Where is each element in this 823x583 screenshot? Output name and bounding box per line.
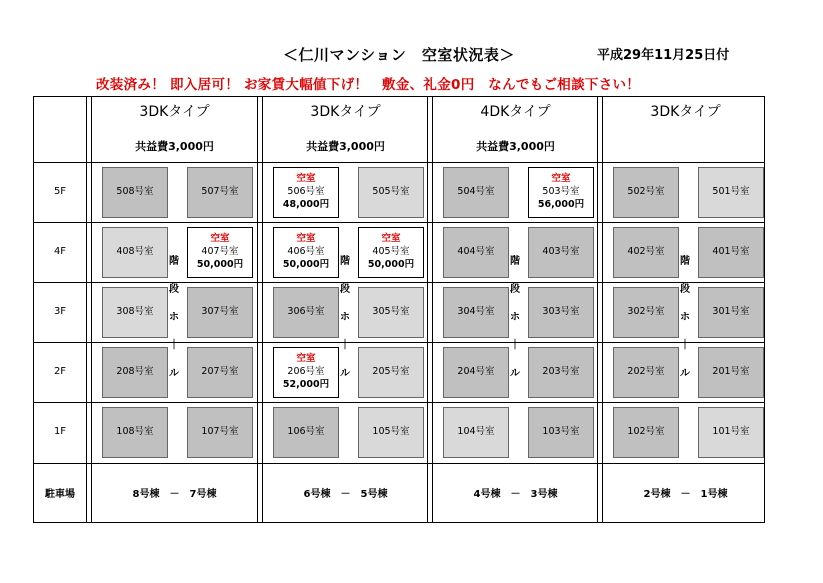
unit-room-number: 407号室	[201, 246, 239, 258]
unit-cell	[443, 407, 509, 458]
unit-room-number: 508号室	[116, 186, 154, 198]
stair-hall-char: 階	[169, 256, 179, 267]
unit-cell	[187, 167, 253, 218]
unit-room-number: 404号室	[457, 246, 495, 258]
unit-room-number: 204号室	[457, 366, 495, 378]
stair-hall-label	[167, 248, 181, 388]
unit-room-number: 205号室	[372, 366, 410, 378]
column-divider	[86, 97, 87, 522]
row-divider	[34, 222, 764, 223]
unit-room-number: 406号室	[287, 246, 325, 258]
unit-cell	[613, 287, 679, 338]
stair-hall-char: 段	[680, 284, 690, 295]
unit-rent-price: 56,000円	[537, 198, 585, 210]
unit-cell	[358, 167, 424, 218]
unit-cell	[528, 287, 594, 338]
row-divider	[34, 402, 764, 403]
unit-cell	[102, 347, 168, 398]
unit-room-number: 303号室	[542, 306, 580, 318]
unit-cell	[273, 407, 339, 458]
vacant-badge: 空室	[296, 233, 316, 245]
unit-cell	[528, 407, 594, 458]
unit-cell	[273, 167, 339, 218]
stair-hall-char: 階	[340, 256, 350, 267]
stair-hall-char: ｜	[340, 340, 350, 351]
unit-type-header: 4DKタイプ	[480, 104, 551, 120]
unit-room-number: 405号室	[372, 246, 410, 258]
unit-room-number: 505号室	[372, 186, 410, 198]
column-divider	[262, 97, 263, 522]
unit-rent-price: 50,000円	[367, 258, 415, 270]
stair-hall-char: 段	[340, 284, 350, 295]
unit-room-number: 105号室	[372, 426, 410, 438]
unit-cell	[187, 287, 253, 338]
stair-hall-label	[508, 248, 522, 388]
stair-hall-label	[338, 248, 352, 388]
page-title: ＜仁川マンション 空室状況表＞	[283, 46, 515, 64]
stair-hall-char: ホ	[340, 312, 350, 323]
unit-cell	[102, 287, 168, 338]
unit-cell	[613, 227, 679, 278]
unit-room-number: 304号室	[457, 306, 495, 318]
stair-hall-char: ｜	[680, 340, 690, 351]
unit-cell	[102, 407, 168, 458]
column-divider	[432, 97, 433, 522]
unit-room-number: 507号室	[201, 186, 239, 198]
unit-cell	[528, 167, 594, 218]
unit-cell	[358, 287, 424, 338]
unit-room-number: 403号室	[542, 246, 580, 258]
unit-rent-price: 50,000円	[196, 258, 244, 270]
stair-hall-char: ル	[510, 368, 520, 379]
unit-cell	[613, 347, 679, 398]
unit-room-number: 206号室	[287, 366, 325, 378]
common-fee-label: 共益費3,000円	[476, 140, 555, 153]
parking-buildings: 2号棟 － 1号棟	[643, 489, 728, 500]
row-divider	[34, 463, 764, 464]
floor-label-2f: 2F	[53, 366, 67, 377]
unit-room-number: 201号室	[712, 366, 750, 378]
unit-room-number: 102号室	[627, 426, 665, 438]
stair-hall-char: 段	[510, 284, 520, 295]
row-divider	[34, 342, 764, 343]
common-fee-label: 共益費3,000円	[135, 140, 214, 153]
stair-hall-label	[678, 248, 692, 388]
unit-cell	[102, 227, 168, 278]
floor-label-5f: 5F	[53, 186, 67, 197]
unit-cell	[528, 347, 594, 398]
stair-hall-char: ホ	[510, 312, 520, 323]
unit-cell	[698, 407, 764, 458]
unit-room-number: 402号室	[627, 246, 665, 258]
unit-cell	[528, 227, 594, 278]
stair-hall-char: 階	[510, 256, 520, 267]
unit-room-number: 306号室	[287, 306, 325, 318]
unit-cell	[102, 167, 168, 218]
unit-room-number: 307号室	[201, 306, 239, 318]
unit-room-number: 103号室	[542, 426, 580, 438]
floor-label-1f: 1F	[53, 426, 67, 437]
vacant-badge: 空室	[381, 233, 401, 245]
stair-hall-char: ｜	[169, 340, 179, 351]
column-divider	[597, 97, 598, 522]
unit-cell	[358, 227, 424, 278]
unit-room-number: 504号室	[457, 186, 495, 198]
unit-room-number: 408号室	[116, 246, 154, 258]
floor-label-4f: 4F	[53, 246, 67, 257]
unit-room-number: 207号室	[201, 366, 239, 378]
unit-cell	[698, 227, 764, 278]
unit-type-header: 3DKタイプ	[650, 104, 721, 120]
unit-cell	[443, 287, 509, 338]
unit-room-number: 503号室	[542, 186, 580, 198]
unit-cell	[443, 167, 509, 218]
column-divider	[91, 97, 92, 522]
unit-cell	[613, 407, 679, 458]
unit-room-number: 108号室	[116, 426, 154, 438]
unit-room-number: 104号室	[457, 426, 495, 438]
unit-room-number: 106号室	[287, 426, 325, 438]
parking-buildings: 8号棟 － 7号棟	[132, 489, 217, 500]
unit-cell	[273, 347, 339, 398]
unit-rent-price: 50,000円	[282, 258, 330, 270]
unit-rent-price: 48,000円	[282, 198, 330, 210]
stair-hall-char: ル	[340, 368, 350, 379]
unit-cell	[698, 287, 764, 338]
unit-room-number: 301号室	[712, 306, 750, 318]
vacant-badge: 空室	[296, 173, 316, 185]
unit-cell	[187, 227, 253, 278]
stair-hall-char: 階	[680, 256, 690, 267]
unit-cell	[443, 347, 509, 398]
parking-label: 駐車場	[45, 489, 75, 500]
stair-hall-char: ル	[169, 368, 179, 379]
row-divider	[34, 282, 764, 283]
unit-room-number: 203号室	[542, 366, 580, 378]
report-date: 平成29年11月25日付	[597, 48, 730, 63]
unit-room-number: 401号室	[712, 246, 750, 258]
unit-rent-price: 52,000円	[282, 378, 330, 390]
unit-cell	[613, 167, 679, 218]
stair-hall-char: ホ	[169, 312, 179, 323]
parking-buildings: 4号棟 － 3号棟	[473, 489, 558, 500]
unit-cell	[187, 407, 253, 458]
unit-type-header: 3DKタイプ	[139, 104, 210, 120]
unit-cell	[358, 407, 424, 458]
vacant-badge: 空室	[551, 173, 571, 185]
stair-hall-char: 段	[169, 284, 179, 295]
vacancy-table	[33, 96, 765, 523]
unit-room-number: 101号室	[712, 426, 750, 438]
vacant-badge: 空室	[296, 353, 316, 365]
unit-room-number: 302号室	[627, 306, 665, 318]
unit-cell	[273, 287, 339, 338]
unit-room-number: 208号室	[116, 366, 154, 378]
unit-room-number: 502号室	[627, 186, 665, 198]
unit-cell	[187, 347, 253, 398]
stair-hall-char: ル	[680, 368, 690, 379]
unit-cell	[358, 347, 424, 398]
unit-room-number: 308号室	[116, 306, 154, 318]
unit-room-number: 202号室	[627, 366, 665, 378]
column-divider	[427, 97, 428, 522]
vacant-badge: 空室	[210, 233, 230, 245]
unit-cell	[273, 227, 339, 278]
column-divider	[602, 97, 603, 522]
unit-room-number: 506号室	[287, 186, 325, 198]
unit-room-number: 501号室	[712, 186, 750, 198]
unit-cell	[698, 167, 764, 218]
unit-room-number: 305号室	[372, 306, 410, 318]
stair-hall-char: ホ	[680, 312, 690, 323]
stair-hall-char: ｜	[510, 340, 520, 351]
unit-room-number: 107号室	[201, 426, 239, 438]
column-divider	[257, 97, 258, 522]
promo-notice: 改装済み！ 即入居可！ お家賃大幅値下げ！ 敷金、礼金0円 なんでもご相談下さい！	[96, 77, 641, 93]
floor-label-3f: 3F	[53, 306, 67, 317]
parking-buildings: 6号棟 － 5号棟	[303, 489, 388, 500]
unit-cell	[443, 227, 509, 278]
row-divider	[34, 162, 764, 163]
common-fee-label: 共益費3,000円	[306, 140, 385, 153]
unit-type-header: 3DKタイプ	[310, 104, 381, 120]
unit-cell	[698, 347, 764, 398]
